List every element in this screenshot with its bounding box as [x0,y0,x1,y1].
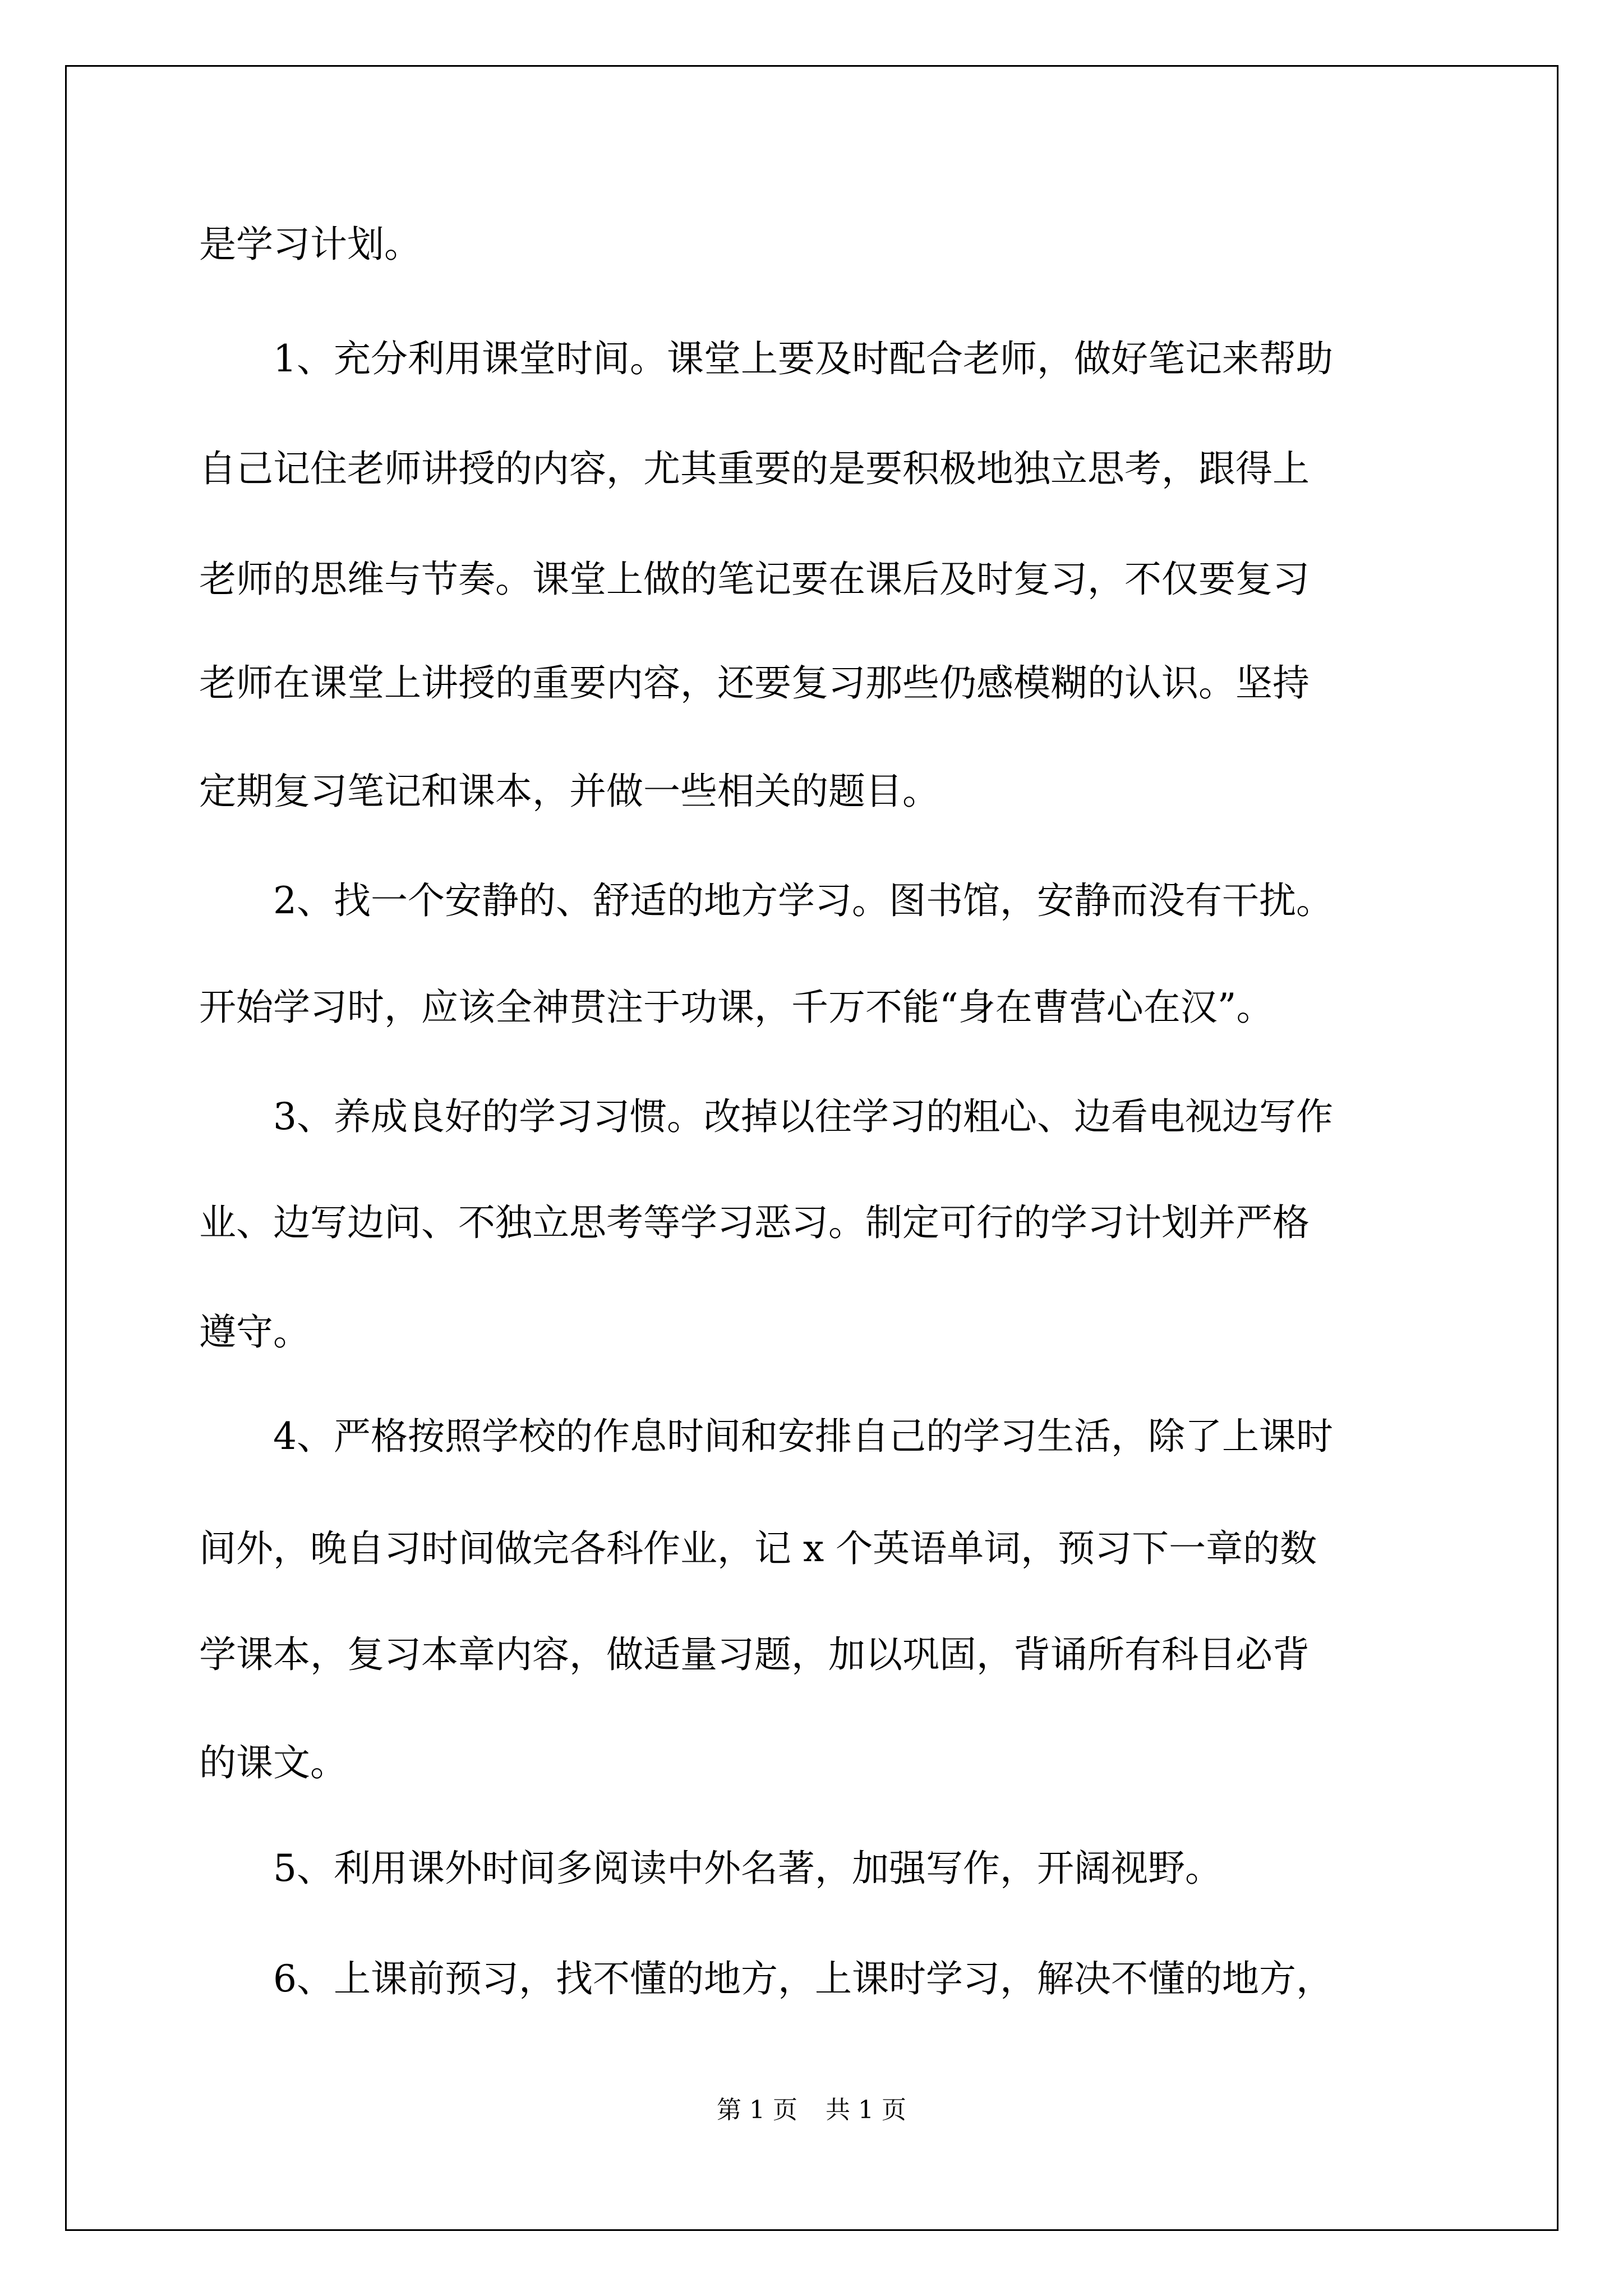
text-line: 1、充分利用课堂时间。课堂上要及时配合老师，做好笔记来帮助 [273,337,1333,380]
text-line: 的课文。 [199,1741,347,1784]
page-number-current: 第 1 页 [717,2096,797,2124]
text-line: 开始学习时，应该全神贯注于功课，千万不能“身在曹营心在汉”。 [199,986,1274,1029]
text-line: 遵守。 [199,1310,310,1354]
text-line: 学课本，复习本章内容，做适量习题，加以巩固，背诵所有科目必背 [199,1633,1310,1676]
text-line: 定期复习笔记和课本，并做一些相关的题目。 [199,770,939,813]
text-line: 是学习计划。 [199,223,421,266]
text-line: 5、利用课外时间多阅读中外名著，加强写作，开阔视野。 [273,1847,1222,1890]
page-footer [0,2098,1623,2123]
text-line: 业、边写边问、不独立思考等学习恶习。制定可行的学习计划并严格 [199,1201,1310,1244]
page-number-total: 共 1 页 [826,2096,906,2124]
text-line: 4、严格按照学校的作息时间和安排自己的学习生活，除了上课时 [273,1415,1333,1458]
page-border [65,65,1559,2231]
text-line: 6、上课前预习，找不懂的地方，上课时学习，解决不懂的地方， [273,1957,1333,2000]
text-line: 老师在课堂上讲授的重要内容，还要复习那些仍感模糊的认识。坚持 [199,661,1310,705]
text-line: 2、找一个安静的、舒适的地方学习。图书馆，安静而没有干扰。 [273,879,1333,922]
text-line: 3、养成良好的学习习惯。改掉以往学习的粗心、边看电视边写作 [273,1095,1333,1138]
text-line: 老师的思维与节奏。课堂上做的笔记要在课后及时复习，不仅要复习 [199,558,1310,601]
text-line: 间外，晚自习时间做完各科作业，记 x 个英语单词，预习下一章的数 [199,1527,1317,1570]
text-line: 自己记住老师讲授的内容，尤其重要的是要积极地独立思考，跟得上 [199,447,1310,490]
